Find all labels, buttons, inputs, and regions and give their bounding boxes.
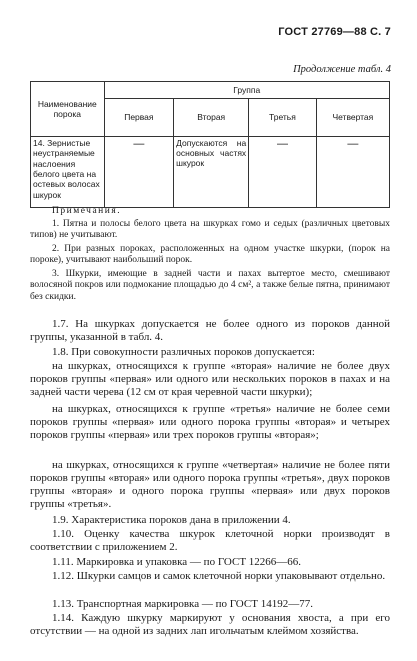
paragraph-1-8: 1.8. При совокупности различных пороков допускается: — [52, 346, 315, 358]
paragraph-1-12: 1.12. Шкурки самцов и самок клеточной норки упаковывают отдельно. — [52, 570, 386, 582]
paragraph-1-11: 1.11. Маркировка и упаковка — по ГОСТ 12266—66. — [52, 556, 302, 568]
paragraph-group-fourth: на шкурках, относящихся к группе «четвертая» наличие не более пяти пороков группы «вторая» или одного порока группы «третья», двух пороков группы «вторая» и одного порока группы «первая» или двух пороков группы «третья». — [30, 459, 390, 510]
defects-table — [30, 81, 390, 208]
cell-defect-name: 14. Зернистые неустраняемые наслоения белого цвета на остевых волосах шкурок — [31, 137, 105, 208]
note-1: 1. Пятна и полосы белого цвета на шкурках гомо и седых (различных цветовых типов) не учитывают. — [30, 219, 390, 241]
cell-first — [104, 137, 174, 208]
column-header-fourth: Четвертая — [316, 98, 389, 136]
paragraph-1-14: 1.14. Каждую шкурку маркируют у основания хвоста, а при его отсутствии — на одной из задних лап игольчатым клеймом хозяйства. — [30, 612, 390, 637]
column-header-first: Первая — [104, 98, 174, 136]
paragraph-group-third: на шкурках, относящихся к группе «третья» наличие не более семи пороков группы «первая» или одного порока группы «вторая» и четырех пороков группы «первая» или трех пороков группы «вторая»; — [30, 403, 390, 441]
paragraph-1-7: 1.7. На шкурках допускается не более одного из пороков данной группы, указанной в табл. 4. — [30, 318, 390, 343]
notes-title: Примечания. — [52, 206, 122, 216]
paragraph-1-9: 1.9. Характеристика пороков дана в приложении 4. — [52, 514, 291, 526]
paragraph-group-second: на шкурках, относящихся к группе «вторая» наличие не более двух пороков группы «первая» или одного или нескольких пороков в пахах и на задней части черева (12 см от края черевной части шкурки); — [30, 360, 390, 398]
column-header-second: Вторая — [174, 98, 249, 136]
dash-first: — — [133, 138, 145, 150]
table-row — [31, 137, 390, 208]
note-2: 2. При разных пороках, расположенных на одном участке шкурки, (порок на пороке), учитывают наибольший порок. — [30, 244, 390, 266]
paragraph-1-10: 1.10. Оценку качества шкурок клеточной норки производят в соответствии с приложением 2. — [30, 528, 390, 553]
cell-fourth — [316, 137, 389, 208]
cell-second: Допускаются на основных частях шкурок — [174, 137, 249, 208]
note-3: 3. Шкурки, имеющие в задней части и пахах вытертое место, смешивают волосяной покров или подмокание площадью до 4 см², а также белые пятна, принимают без скидки. — [30, 269, 390, 302]
column-header-group: Группа — [104, 82, 389, 99]
page-header-standard-ref: ГОСТ 27769—88 С. 7 — [278, 26, 391, 38]
column-header-defect-name: Наименование порока — [31, 82, 105, 137]
dash-fourth: — — [347, 138, 359, 150]
column-header-third: Третья — [249, 98, 317, 136]
paragraph-1-13: 1.13. Транспортная маркировка — по ГОСТ 14192—77. — [52, 598, 313, 610]
table-continuation-caption: Продолжение табл. 4 — [293, 64, 391, 75]
dash-third: — — [276, 138, 288, 150]
cell-third — [249, 137, 317, 208]
